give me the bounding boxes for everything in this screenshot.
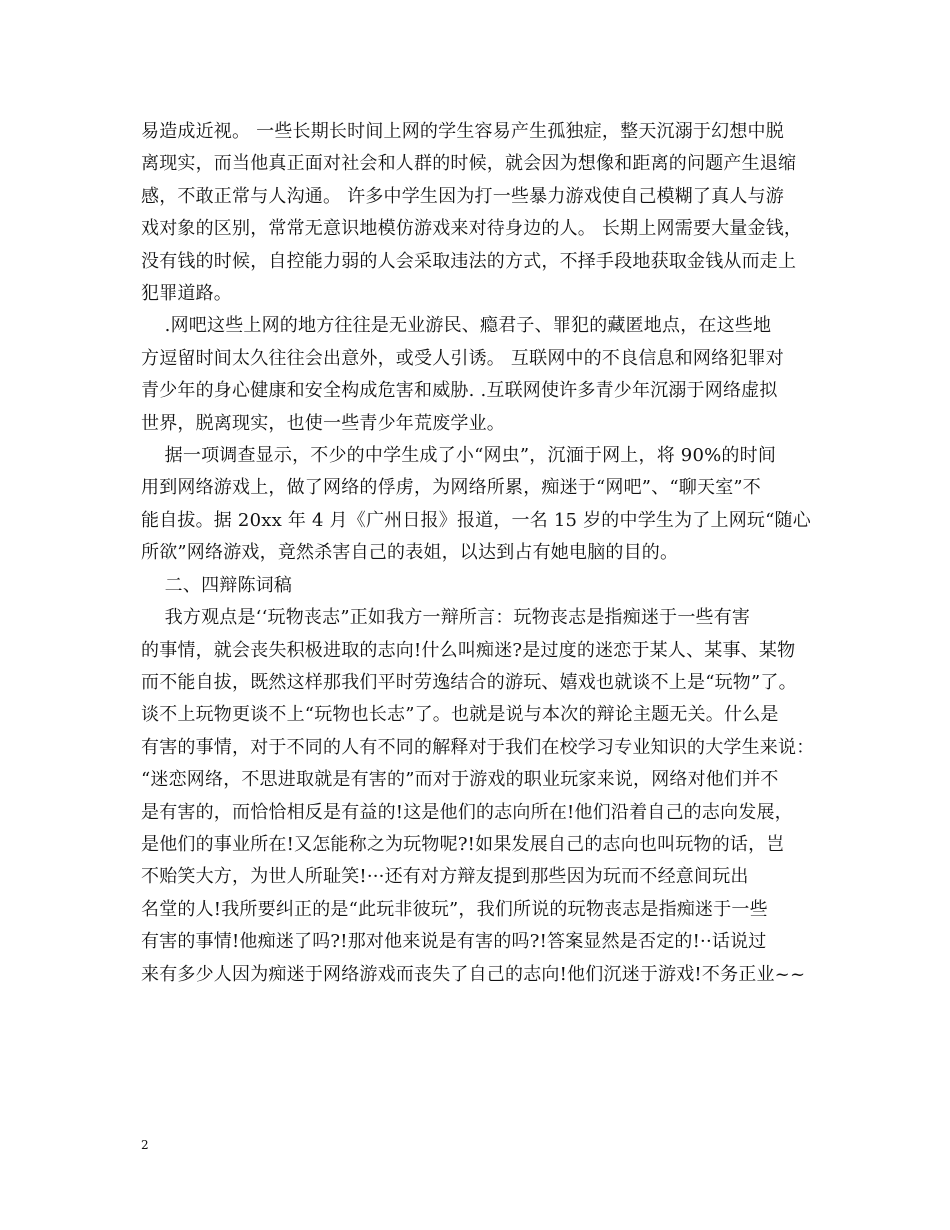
text-line: 有害的事情!他痴迷了吗?!那对他来说是有害的吗?!答案显然是否定的!··话说过 <box>141 931 767 953</box>
text-line: 所欲”网络游戏，竟然杀害自己的表姐，以达到占有她电脑的目的。 <box>141 542 679 564</box>
text-line: 戏对象的区别，常常无意识地模仿游戏来对待身边的人。 长期上网需要大量金钱， <box>141 218 803 240</box>
text-line: 犯罪道路。 <box>141 283 232 305</box>
text-line: 没有钱的时候，自控能力弱的人会采取违法的方式，不择手段地获取金钱从而走上 <box>141 250 797 272</box>
text-line: 是他们的事业所在!又怎能称之为玩物呢?!如果发展自己的志向也叫玩物的话，岂 <box>141 833 785 855</box>
text-line: 名堂的人!我所要纠正的是“此玩非彼玩”，我们所说的玩物丧志是指痴迷于一些 <box>141 898 768 920</box>
text-line: .网吧这些上网的地方往往是无业游民、瘾君子、罪犯的藏匿地点，在这些地 <box>141 315 772 337</box>
text-line: 我方观点是‘‘玩物丧志”正如我方一辩所言：玩物丧志是指痴迷于一些有害 <box>141 607 751 629</box>
text-line: 易造成近视。 一些长期长时间上网的学生容易产生孤独症，整天沉溺于幻想中脱 <box>141 121 784 142</box>
text-line: 感，不敢正常与人沟通。 许多中学生因为打一些暴力游戏使自己模糊了真人与游 <box>141 185 784 207</box>
text-line: “迷恋网络，不思进取就是有害的”而对于游戏的职业玩家来说，网络对他们并不 <box>141 769 779 791</box>
text-line: 有害的事情，对于不同的人有不同的解释对于我们在校学习专业知识的大学生来说： <box>141 736 815 758</box>
document-body <box>141 116 821 991</box>
text-line: 青少年的身心健康和安全构成危害和威胁. .互联网使许多青少年沉溺于网络虚拟 <box>141 380 778 402</box>
text-line: 能自拔。据 20xx 年 4 月《广州日报》报道，一名 15 岁的中学生为了上网玩“随心 <box>141 509 811 531</box>
page-number: 2 <box>141 1138 149 1152</box>
section-heading: 二、四辩陈词稿 <box>141 574 293 596</box>
text-line: 不贻笑大方，为世人所耻笑!···还有对方辩友提到那些因为玩而不经意间玩出 <box>141 866 749 888</box>
text-line: 是有害的，而恰恰相反是有益的!这是他们的志向所在!他们沿着自己的志向发展， <box>141 801 793 823</box>
text-line: 据一项调查显示，不少的中学生成了小“网虫”，沉湎于网上，将 90%的时间 <box>141 445 777 467</box>
text-line: 谈不上玩物更谈不上“玩物也长志”了。也就是说与本次的辩论主题无关。什么是 <box>141 704 779 726</box>
text-line: 的事情，就会丧失积极进取的志向!什么叫痴迷?是过度的迷恋于某人、某事、某物 <box>141 639 796 661</box>
text-line: 而不能自拔，既然这样那我们平时劳逸结合的游玩、嬉戏也就谈不上是“玩物”了。 <box>141 671 797 693</box>
text-line: 世界，脱离现实，也使一些青少年荒废学业。 <box>141 412 505 434</box>
text-line: 离现实，而当他真正面对社会和人群的时候，就会因为想像和距离的问题产生退缩 <box>141 153 797 175</box>
text-line: 用到网络游戏上，做了网络的俘虏，为网络所累，痴迷于“网吧”、“聊天室”不 <box>141 477 762 499</box>
text-line: 来有多少人因为痴迷于网络游戏而丧失了自己的志向!他们沉迷于游戏!不务正业~~ <box>141 963 806 985</box>
text-line: 方逗留时间太久往往会出意外，或受人引诱。 互联网中的不良信息和网络犯罪对 <box>141 347 784 369</box>
